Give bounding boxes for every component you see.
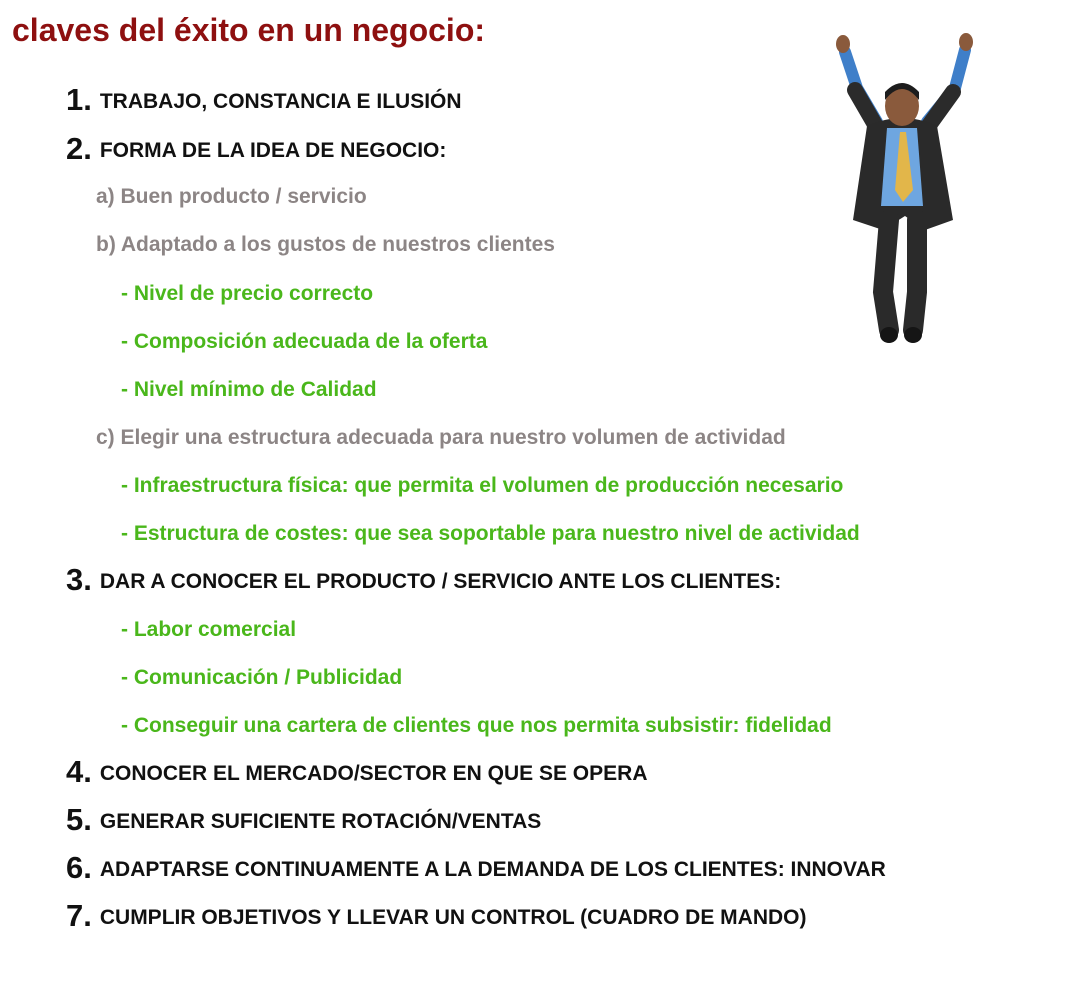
sub-item-a: a) Buen producto / servicio bbox=[96, 185, 367, 208]
item-text: ADAPTARSE CONTINUAMENTE A LA DEMANDA DE LOS CLIENTES: INNOVAR bbox=[99, 858, 886, 881]
jumping-businessman-image bbox=[805, 30, 1015, 350]
list-item-3 bbox=[66, 564, 781, 595]
list-item-1 bbox=[66, 84, 462, 115]
page-title: claves del éxito en un negocio: bbox=[12, 12, 486, 48]
item-number: 4. bbox=[66, 754, 92, 789]
item-text: FORMA DE LA IDEA DE NEGOCIO: bbox=[99, 139, 447, 162]
detail-item: - Nivel de precio correcto bbox=[121, 282, 374, 305]
detail-item: - Nivel mínimo de Calidad bbox=[121, 378, 377, 401]
sub-item-b: b) Adaptado a los gustos de nuestros clientes bbox=[96, 233, 555, 256]
list-item-5 bbox=[66, 804, 541, 835]
item-number: 6. bbox=[66, 850, 92, 885]
detail-item: - Composición adecuada de la oferta bbox=[121, 330, 488, 353]
list-item-2 bbox=[66, 133, 446, 164]
item-text: DAR A CONOCER EL PRODUCTO / SERVICIO ANTE LOS CLIENTES: bbox=[99, 570, 782, 593]
item-number: 5. bbox=[66, 802, 92, 837]
item-number: 1. bbox=[66, 82, 92, 117]
item-number: 2. bbox=[66, 131, 92, 166]
item-text: CUMPLIR OBJETIVOS Y LLEVAR UN CONTROL (CUADRO DE MANDO) bbox=[99, 906, 807, 929]
detail-item: - Labor comercial bbox=[121, 618, 297, 641]
item-text: TRABAJO, CONSTANCIA E ILUSIÓN bbox=[99, 90, 462, 113]
item-text: GENERAR SUFICIENTE ROTACIÓN/VENTAS bbox=[99, 810, 542, 833]
item-number: 7. bbox=[66, 898, 92, 933]
detail-item: - Infraestructura física: que permita el volumen de producción necesario bbox=[121, 474, 844, 497]
list-item-4 bbox=[66, 756, 648, 787]
sub-item-c: c) Elegir una estructura adecuada para nuestro volumen de actividad bbox=[96, 426, 786, 449]
item-number: 3. bbox=[66, 562, 92, 597]
detail-item: - Conseguir una cartera de clientes que nos permita subsistir: fidelidad bbox=[121, 714, 832, 737]
detail-item: - Estructura de costes: que sea soportable para nuestro nivel de actividad bbox=[121, 522, 860, 545]
item-text: CONOCER EL MERCADO/SECTOR EN QUE SE OPERA bbox=[99, 762, 648, 785]
list-item-6 bbox=[66, 852, 886, 883]
detail-item: - Comunicación / Publicidad bbox=[121, 666, 403, 689]
list-item-7 bbox=[66, 900, 807, 931]
